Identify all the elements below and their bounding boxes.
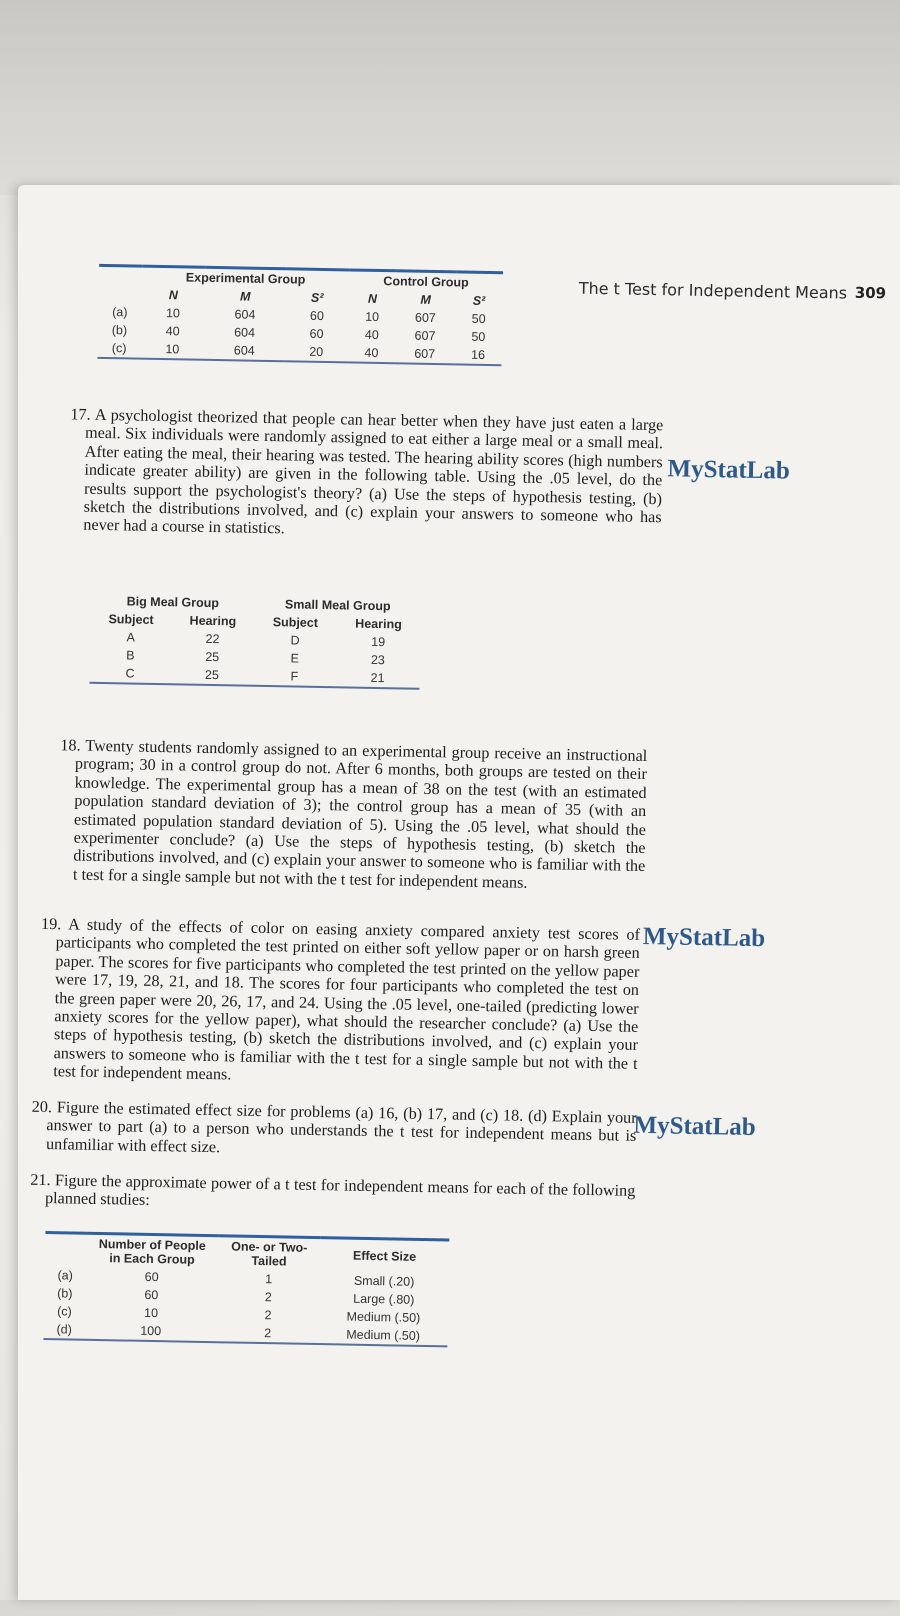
page-number: 309	[854, 283, 887, 303]
problem-20: 20. Figure the estimated effect size for problems (a) 16, (b) 17, and (c) 18. (d) Explain your answer to part (a) to a person who understands the t test for independent means but is unfamiliar with effect size.	[31, 1097, 637, 1157]
planned-studies-table	[43, 1231, 449, 1347]
table-cell: B	[126, 648, 135, 663]
mystatlab-logo: MyStatLab	[667, 455, 790, 485]
table-cell: 16	[470, 347, 486, 362]
table-cell: 10	[143, 1305, 159, 1321]
col-header: N	[168, 288, 178, 303]
table-cell: C	[125, 666, 135, 681]
table-cell: 10	[165, 342, 180, 357]
table-cell: 50	[471, 329, 486, 344]
table-cell: 607	[414, 328, 436, 344]
row-label: (a)	[57, 1268, 73, 1283]
table-cell: 40	[165, 324, 180, 339]
table-cell: Medium (.50)	[346, 1309, 421, 1325]
table-cell: Large (.80)	[353, 1291, 415, 1307]
mystatlab-logo: MyStatLab	[633, 1111, 756, 1142]
problem-17: 17. A psychologist theorized that people can hear better when they have just eaten a large meal. Six individuals were randomly assigned to eat either a large meal or a small meal. After eating the meal, their hearing was tested. The hearing ability scores (high numbers indicate greater ability) are given in the following table. Using the .05 level, do the results support the psychologist's theory? (a) Use the steps of hypothesis testing, (b) sketch the distributions involved, and (c) explain your answers to someone who has never had a course in statistics.	[70, 405, 664, 538]
table-cell: D	[290, 633, 300, 648]
problem-text: A psychologist theorized that people can hear better when they have just eaten a large meal. Six individuals were randomly assigned to eat either a large meal or a small meal. After eating the meal, their hearing was tested. The hearing ability scores (high numbers indicate greater ability) are given in the following table. Using the .05 level, do the results support the psychologist's theory? (a) Use the steps of hypothesis testing, (b) sketch the distributions involved, and (c) explain your answers to someone who has never had a course in statistics.	[83, 405, 664, 538]
table-cell: 60	[309, 308, 324, 323]
col-header: M	[239, 289, 251, 304]
table-cell: 1	[265, 1272, 273, 1287]
problem-text: Figure the estimated effect size for problems (a) 16, (b) 17, and (c) 18. (d) Explain your answer to part (a) to a person who understands the t test for independent means but is unfamiliar with effect size.	[45, 1098, 637, 1157]
col-header: Subject	[108, 612, 154, 627]
table-cell: 604	[234, 325, 256, 340]
table-cell: 21	[370, 670, 385, 686]
group-header-small-meal: Small Meal Group	[284, 597, 391, 614]
table-cell: 10	[365, 309, 380, 324]
table-cell: 40	[364, 327, 379, 342]
table-cell: 2	[264, 1326, 272, 1341]
col-header: One- or Two-Tailed	[231, 1239, 308, 1269]
problem-text: Figure the approximate power of a t test for independent means for each of the following planned studies:	[44, 1171, 636, 1210]
col-header: Hearing	[189, 613, 237, 629]
col-header: Number of People in Each Group	[98, 1237, 206, 1267]
table-cell: 2	[264, 1290, 272, 1305]
table-cell: 40	[364, 345, 379, 360]
row-label: (a)	[112, 305, 128, 320]
table-cell: 25	[204, 667, 219, 683]
table-cell: 23	[370, 652, 385, 668]
table-cell: 22	[205, 631, 220, 647]
group-stats-table	[97, 264, 503, 366]
table-cell: E	[290, 651, 300, 666]
problem-18: 18. Twenty students randomly assigned to an experimental group receive an instructional program; 30 in a control group do not. After 6 months, both groups are tested on their knowledge. The experimental group has a mean of 38 on the test (with an estimated population standard deviation of 3); the control group has a mean of 35 (with an estimated population standard deviation of 5). Using the .05 level, what should the experimenter conclude? (a) Use the steps of hypothesis testing, (b) sketch the distributions involved, and (c) explain your answer to someone who is familiar with the t test for a single sample but not with the t test for independent means.	[60, 736, 648, 892]
col-header: S²	[310, 290, 324, 305]
table-cell: 10	[165, 306, 181, 321]
table-cell: A	[126, 630, 136, 645]
problem-19: 19. A study of the effects of color on easing anxiety compared anxiety test scores of participants who completed the test printed on either soft yellow paper or on harsh green paper. The scores for five participants who completed the test printed on the yellow paper were 17, 19, 28, 21, and 18. The scores for four participants who completed the test on the green paper were 20, 26, 17, and 24. Using the .05 level, one-tailed (predicting lower anxiety scores for the yellow paper), what should the researcher conclude? (a) Use the steps of hypothesis testing, (b) sketch the distributions involved, and (c) explain your answers to someone who is familiar with the t test for a single sample but not with the t test for independent means.	[40, 914, 641, 1084]
table-cell: 50	[471, 311, 486, 326]
table-cell: 2	[264, 1308, 272, 1323]
table-cell: 607	[414, 346, 436, 362]
hearing-scores-table	[89, 592, 421, 690]
row-label: (b)	[57, 1286, 73, 1301]
table-cell: 60	[144, 1287, 159, 1303]
table-cell: 604	[233, 343, 255, 358]
table-cell: 604	[234, 307, 256, 322]
table-cell: 25	[205, 649, 220, 665]
row-label: (b)	[111, 323, 128, 338]
row-label: (c)	[111, 341, 127, 356]
table-cell: Small (.20)	[353, 1273, 415, 1289]
table-cell: 607	[414, 310, 436, 326]
col-header: Subject	[272, 615, 319, 630]
col-header: M	[420, 292, 432, 307]
col-header: Effect Size	[352, 1248, 417, 1264]
group-header-experimental: Experimental Group	[185, 270, 306, 287]
table-cell: 100	[140, 1323, 162, 1339]
col-header: S²	[472, 293, 486, 308]
problem-21: 21. Figure the approximate power of a t test for independent means for each of the following planned studies:	[30, 1170, 636, 1210]
problem-text: Twenty students randomly assigned to an experimental group receive an instructional program; 30 in a control group do not. After 6 months, both groups are tested on their knowledge. The experimental group has a mean of 38 on the test (with an estimated population standard deviation of 3); the control group has a mean of 35 (with an estimated population standard deviation of 5). Using the .05 level, what should the experimenter conclude? (a) Use the steps of hypothesis testing, (b) sketch the distributions involved, and (c) explain your answer to someone who is familiar with the t test for a single sample but not with the t test for independent means.	[72, 736, 648, 892]
col-header: N	[367, 291, 378, 306]
group-header-big-meal: Big Meal Group	[126, 594, 220, 611]
problem-text: A study of the effects of color on easing anxiety compared anxiety test scores of participants who completed the test printed on either soft yellow paper or on harsh green paper. The scores for five participants who completed the test printed on the yellow paper were 17, 19, 28, 21, and 18. The scores for four participants who completed the test on the green paper were 20, 26, 17, and 24. Using the .05 level, one-tailed (predicting lower anxiety scores for the yellow paper), what should the researcher conclude? (a) Use the steps of hypothesis testing, (b) sketch the distributions involved, and (c) explain your answers to someone who is familiar with the t test for a single sample but not with the t test for independent means.	[53, 915, 641, 1084]
running-title: The t Test for Independent Means	[578, 278, 848, 303]
row-label: (d)	[56, 1322, 72, 1337]
table-cell: 19	[371, 634, 386, 650]
group-header-control: Control Group	[383, 274, 469, 290]
row-label: (c)	[57, 1304, 72, 1319]
col-header: Hearing	[355, 616, 402, 632]
table-cell: F	[290, 669, 299, 684]
table-cell: 60	[309, 326, 324, 341]
table-cell: Medium (.50)	[346, 1327, 421, 1343]
mystatlab-logo: MyStatLab	[642, 922, 766, 953]
table-cell: 20	[309, 344, 324, 359]
table-cell: 60	[144, 1269, 159, 1285]
